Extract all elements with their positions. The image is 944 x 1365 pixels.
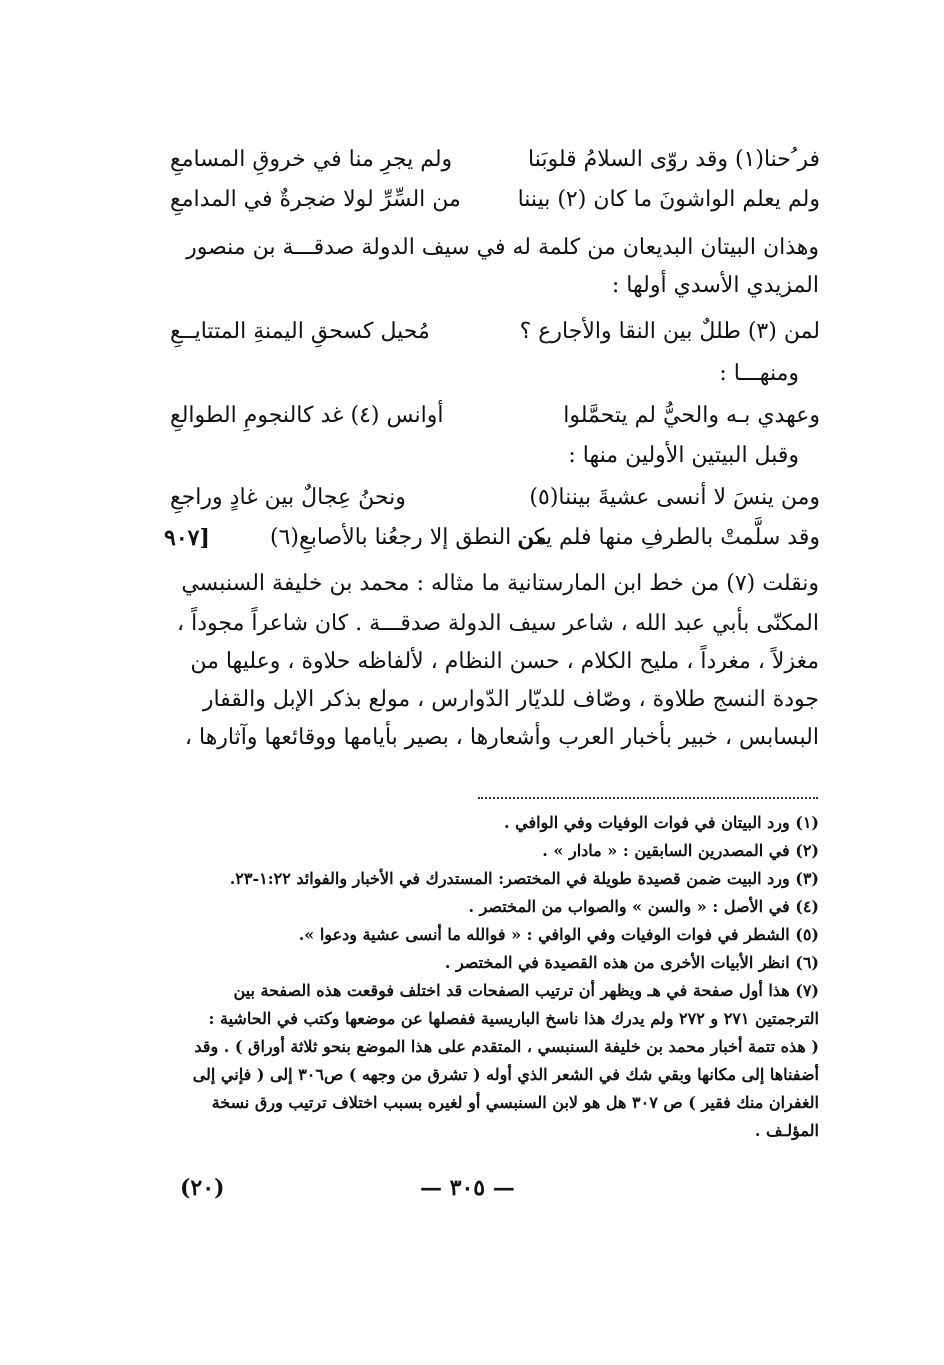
footnote-continuation: ( هذه تتمة أخبار محمد بن خليفة السنبسي ، المتقدم على هذا الموضع بنحو ثلاثة أوراق ) . وقد (194, 1037, 819, 1056)
paragraph-line: المكنّى بأبي عبد الله ، شاعر سيف الدولة صدقـــة . كان شاعراً مجوداً ، (177, 611, 819, 636)
verse-left-hemistich: من النطق إلا رجعُنا بالأصابعِ(٦) (270, 525, 547, 550)
page-number: — ٣٠٥ — (420, 1175, 515, 1201)
folio-number: ٩٠٧ (164, 525, 200, 551)
paragraph-line: المزيدي الأسدي أولها : (611, 273, 819, 298)
signature-mark: (٢٠) (180, 1175, 225, 1201)
paragraph-line: مغزلاً ، مغرداً ، مليح الكلام ، حسن النظام ، لألفاظه حلاوة ، وعليها من (190, 649, 819, 674)
verse-line (120, 180, 820, 220)
verse-line (120, 518, 820, 558)
footnote-separator (478, 797, 818, 799)
verse-left-hemistich: أوانس (٤) غد كالنجومِ الطوالعِ (170, 403, 444, 428)
paragraph-line: وهذان البيتان البديعان من كلمة له في سيف الدولة صدقـــة بن منصور (186, 235, 819, 260)
verse-line (120, 478, 820, 518)
footnote-continuation: الترجمتين ٢٧١ و ٢٧٢ ولم يدرك هذا ناسخ الباريسية ففصلها عن موضعها وكتب في الحاشية : (208, 1009, 819, 1028)
paragraph-line: ونقلت (٧) من خط ابن المارستانية ما مثاله : محمد بن خليفة السنبسي (181, 571, 819, 596)
verse-line (120, 140, 820, 180)
footnote: (٢) في المصدرين السابقين : « مادار » . (542, 841, 819, 860)
footnote-continuation: أضفناها إلى مكانها وبقي شك في الشعر الذي أوله ( تشرق من وجهه ) ص٣٠٦ إلى ( فإني إلى (192, 1065, 819, 1084)
verse-right-hemistich: ومن ينسَ لا أنسى عشيةَ بيننا(٥) (529, 485, 820, 510)
paragraph-line: البسابس ، خبير بأخبار العرب وأشعارها ، بصير بأيامها ووقائعها وآثارها ، (184, 725, 819, 750)
verse-right-hemistich: ولم يعلم الواشونَ ما كان (٢) بيننا (517, 187, 820, 212)
verse-left-hemistich: من السِّرِّ لولا ضجرةٌ في المدامعِ (170, 187, 461, 212)
verse-right-hemistich: لمن (٣) طللٌ بين النقا والأجارع ؟ (519, 319, 820, 344)
verse-left-hemistich: مُحيل كسحقِ اليمنةِ المتتايــعِ (170, 319, 430, 344)
footnote: (١) ورد البيتان في فوات الوفيات وفي الوافي . (503, 813, 819, 832)
footnote: (٣) ورد البيت ضمن قصيدة طويلة في المختصر: المستدرك في الأخبار والفوائد ١:٢٢-٢٣. (229, 869, 819, 888)
heading-minha: ومنهـــا : (719, 361, 799, 386)
verse-line (120, 312, 820, 352)
footnote: (٧) هذا أول صفحة في هـ ويظهر أن ترتيب الصفحات قد اختلف فوقعت هذه الصفحة بين (233, 981, 819, 1000)
verse-right-hemistich: وعهدي بـه والحيُّ لم يتحمَّلوا (563, 403, 820, 428)
footnote-continuation: الغفران منك فقير ) ص ٣٠٧ هل هو لابن السنبسي أو لغيره بسبب اختلاف ترتيب ورق نسخة (211, 1093, 819, 1112)
verse-line (120, 396, 820, 436)
verse-right-hemistich: فر ُحنا(١) وقد روّى السلامُ قلوبَنا (528, 147, 820, 172)
footnote: (٥) الشطر في فوات الوفيات وفي الوافي : « فوالله ما أنسى عشية ودعوا ». (298, 925, 819, 944)
paragraph-line: جودة النسج طلاوة ، وصّاف للديّار الدّوارس ، مولع بذكر الإبل والقفار (202, 687, 819, 712)
verse-right-hemistich: وقد سلَّمتْ بالطرفِ منها فلم يكن (517, 525, 820, 550)
footnote-continuation: المؤلـف . (754, 1121, 819, 1140)
footnote: (٤) في الأصل : « والسن » والصواب من المختصر . (468, 897, 819, 916)
manuscript-folio-marker: [٩٠٧ (164, 525, 210, 551)
footnote: (٦) انظر الأبيات الأخرى من هذه القصيدة في المختصر . (444, 953, 819, 972)
verse-left-hemistich: ولم يجرِ منا في خروقِ المسامعِ (170, 147, 453, 172)
heading-qabl: وقبل البيتين الأولين منها : (568, 443, 799, 468)
verse-left-hemistich: ونحنُ عِجالٌ بين غادٍ وراجعِ (170, 485, 406, 510)
